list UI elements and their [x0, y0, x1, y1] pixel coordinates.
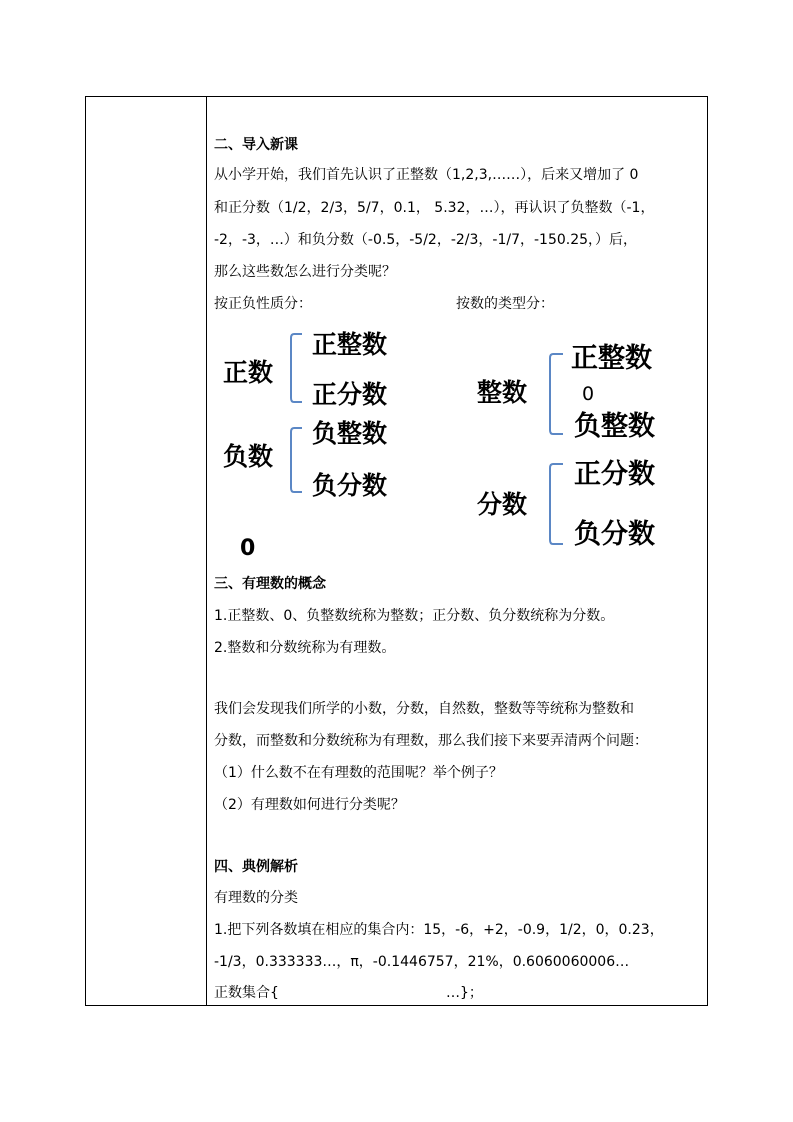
- section3-heading: 三、有理数的概念: [214, 576, 326, 592]
- example-1-line: 1.把下列各数填在相应的集合内：15，-6，+2，-0.9，1/2，0，0.23，: [214, 922, 664, 938]
- by-sign-label: 按正负性质分：: [214, 296, 312, 312]
- left-column-cell: [86, 97, 207, 1005]
- section2-para-line: 从小学开始，我们首先认识了正整数（1,2,3,……），后来又增加了 0: [214, 167, 639, 183]
- negative-integer-type-label: 负整数: [574, 411, 655, 442]
- section2-para-line: 和正分数（1/2，2/3，5/7，0.1， 5.32，…），再认识了负整数（-1，: [214, 200, 655, 216]
- zero-label: 0: [240, 536, 256, 561]
- negative-brace: [288, 426, 308, 494]
- question-1: （1）什么数不在有理数的范围呢？举个例子？: [214, 765, 503, 781]
- integer-brace: [547, 352, 569, 436]
- section2-heading: 二、导入新课: [214, 137, 298, 153]
- question-2: （2）有理数如何进行分类呢？: [214, 797, 405, 813]
- section4-subheading: 有理数的分类: [214, 890, 298, 906]
- fraction-brace: [547, 462, 569, 546]
- positive-set-label: 正数集合{: [214, 985, 279, 1001]
- negative-fraction-label: 负分数: [312, 471, 388, 500]
- zero-type-label: 0: [582, 383, 595, 405]
- positive-integer-type-label: 正整数: [571, 343, 652, 374]
- positive-fraction-type-label: 正分数: [574, 459, 655, 490]
- by-type-label: 按数的类型分：: [456, 296, 554, 312]
- positive-brace: [288, 332, 308, 404]
- integer-label: 整数: [477, 378, 528, 407]
- section2-para-line: -2，-3，…）和负分数（-0.5，-5/2，-2/3，-1/7，-150.25，）后，: [214, 232, 638, 248]
- section3-para-line: 我们会发现我们所学的小数，分数，自然数，整数等等统称为整数和: [214, 701, 634, 717]
- section4-heading: 四、典例解析: [214, 859, 298, 875]
- positive-fraction-label: 正分数: [312, 380, 388, 409]
- negative-fraction-type-label: 负分数: [574, 519, 655, 550]
- negative-integer-label: 负整数: [312, 419, 388, 448]
- section2-para-line: 那么这些数怎么进行分类呢？: [214, 264, 396, 280]
- concept-item-2: 2.整数和分数统称为有理数。: [214, 640, 396, 656]
- positive-number-label: 正数: [223, 358, 274, 387]
- example-1-line: -1/3，0.333333…，π，-0.1446757，21%，0.6060060006…: [214, 954, 630, 970]
- concept-item-1: 1.正整数、0、负整数统称为整数；正分数、负分数统称为分数。: [214, 608, 615, 624]
- negative-number-label: 负数: [223, 442, 274, 471]
- section3-para-line: 分数，而整数和分数统称为有理数，那么我们接下来要弄清两个问题：: [214, 733, 648, 749]
- fraction-label: 分数: [477, 490, 528, 519]
- positive-integer-label: 正整数: [312, 330, 388, 359]
- positive-set-end: …}；: [446, 985, 483, 1001]
